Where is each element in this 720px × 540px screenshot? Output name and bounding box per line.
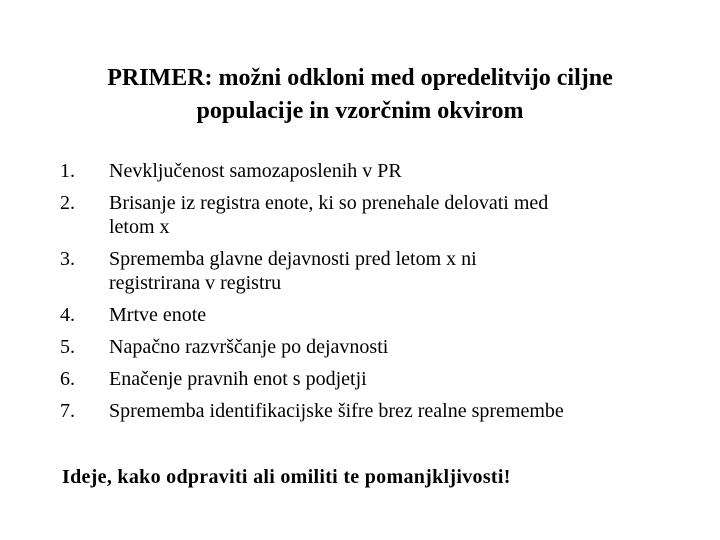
footer-prompt: Ideje, kako odpraviti ali omiliti te pomanjkljivosti!: [62, 466, 511, 488]
list-item-6: [60, 367, 680, 391]
slide-title: [40, 62, 680, 128]
list-item-4: [60, 303, 680, 327]
list-item-5: [60, 335, 680, 359]
title-line-1: PRIMER: možni odkloni med opredelitvijo ciljne: [107, 65, 613, 91]
list-item-2: [60, 191, 680, 239]
list-item-text-continued: registrirana v registru: [109, 272, 282, 294]
list-item-text: Nevključenost samozaposlenih v PR: [109, 160, 402, 182]
list-item-text-continued: letom x: [109, 216, 170, 238]
list-item-3: [60, 247, 680, 295]
list-item-number: 3.: [60, 248, 75, 270]
list-item-number: 4.: [60, 304, 75, 326]
list-item-number: 7.: [60, 400, 75, 422]
list-item-number: 6.: [60, 368, 75, 390]
list-item-text: Enačenje pravnih enot s podjetji: [109, 368, 367, 390]
list-item-7: [60, 399, 680, 423]
list-item-1: [60, 159, 680, 183]
list-item-text: Sprememba glavne dejavnosti pred letom x ni: [109, 248, 477, 270]
list-item-text: Napačno razvrščanje po dejavnosti: [109, 336, 389, 358]
list-item-text: Brisanje iz registra enote, ki so prenehale delovati med: [109, 192, 549, 214]
list-item-number: 1.: [60, 160, 75, 182]
numbered-list: [60, 159, 680, 431]
list-item-number: 5.: [60, 336, 75, 358]
list-item-text: Mrtve enote: [109, 304, 207, 326]
list-item-number: 2.: [60, 192, 75, 214]
list-item-text: Sprememba identifikacijske šifre brez realne spremembe: [109, 400, 564, 422]
title-line-2: populacije in vzorčnim okvirom: [196, 98, 524, 124]
